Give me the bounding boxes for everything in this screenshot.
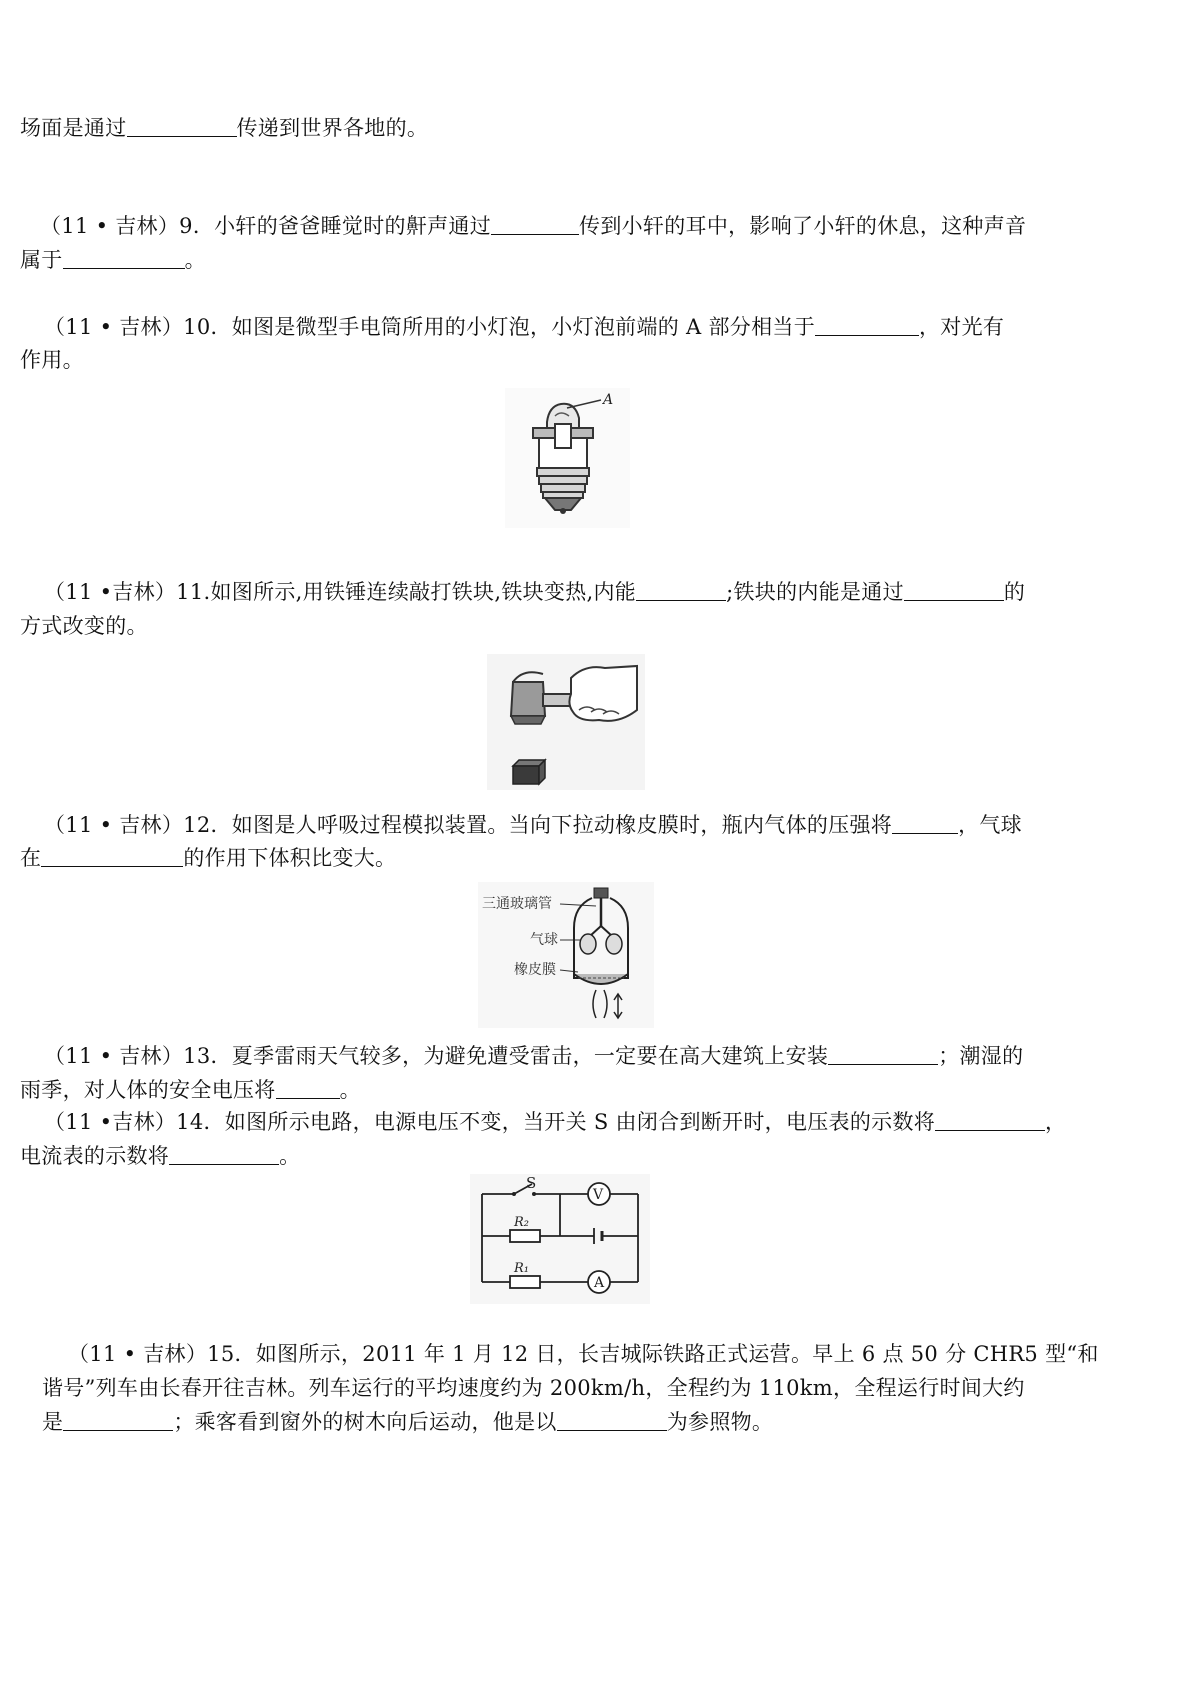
label-r2: R₂ bbox=[514, 1215, 529, 1230]
question-15-line-1 bbox=[68, 1340, 1099, 1368]
q13-text-d: 。 bbox=[339, 1078, 361, 1102]
question-11-line-1 bbox=[44, 578, 1025, 606]
answer-blank[interactable] bbox=[636, 580, 726, 601]
q13-text-b: ；潮湿的 bbox=[938, 1044, 1024, 1068]
q15-text-a: （11 • 吉林）15．如图所示，2011 年 1 月 12 日，长吉城际铁路正式运营。早上 6 点 50 分 CHR5 型“和 bbox=[68, 1342, 1099, 1366]
q12-text-b: ，气球 bbox=[958, 813, 1022, 837]
q12-text-a: （11 • 吉林）12．如图是人呼吸过程模拟装置。当向下拉动橡皮膜时，瓶内气体的压强将 bbox=[44, 813, 893, 837]
answer-blank[interactable] bbox=[63, 1410, 173, 1431]
q9-text-c: 属于 bbox=[20, 248, 63, 272]
q15-text-b: 谐号”列车由长春开往吉林。列车运行的平均速度约为 200km/h，全程约为 110km，全程运行时间大约 bbox=[42, 1376, 1025, 1400]
q12-text-d: 的作用下体积比变大。 bbox=[183, 846, 397, 870]
answer-blank[interactable] bbox=[127, 116, 237, 137]
respiration-model-figure bbox=[478, 882, 654, 1028]
q9-text-a: （11 • 吉林）9．小轩的爸爸睡觉时的鼾声通过 bbox=[40, 214, 492, 238]
question-10-line-1 bbox=[44, 313, 1004, 341]
q14-text-d: 。 bbox=[279, 1144, 301, 1168]
q10-text-c: 作用。 bbox=[20, 348, 84, 372]
label-voltmeter: V bbox=[593, 1187, 604, 1203]
q11-text-c: 的 bbox=[1003, 580, 1026, 604]
q15-text-e: 为参照物。 bbox=[666, 1410, 774, 1434]
q14-text-b: ， bbox=[1045, 1110, 1067, 1134]
answer-blank[interactable] bbox=[892, 813, 958, 834]
question-10-line-2 bbox=[20, 346, 84, 374]
question-9-line-1 bbox=[40, 212, 1026, 240]
answer-blank[interactable] bbox=[169, 1144, 279, 1165]
answer-blank[interactable] bbox=[491, 214, 579, 235]
hammer-figure bbox=[487, 654, 645, 790]
question-13-line-2 bbox=[20, 1076, 361, 1104]
question-15-line-2 bbox=[42, 1374, 1025, 1402]
question-8-line-1 bbox=[20, 114, 428, 142]
q11-text-d: 方式改变的。 bbox=[20, 614, 148, 638]
label-ammeter: A bbox=[594, 1275, 605, 1291]
label-balloon: 气球 bbox=[530, 932, 558, 948]
label-membrane: 橡皮膜 bbox=[514, 962, 556, 978]
answer-blank[interactable] bbox=[815, 315, 919, 336]
q10-text-b: ，对光有 bbox=[919, 315, 1005, 339]
label-glass-tube: 三通玻璃管 bbox=[482, 896, 552, 912]
q9-text-d: 。 bbox=[184, 248, 206, 272]
question-12-line-2 bbox=[20, 844, 396, 872]
answer-blank[interactable] bbox=[41, 846, 183, 867]
label-switch-s: S bbox=[526, 1174, 537, 1192]
q11-text-b: ;铁块的内能是通过 bbox=[726, 580, 904, 604]
answer-blank[interactable] bbox=[904, 580, 1004, 601]
q13-text-c: 雨季，对人体的安全电压将 bbox=[20, 1078, 276, 1102]
bulb-figure bbox=[505, 388, 630, 528]
q15-text-c: 是 bbox=[42, 1410, 64, 1434]
question-14-line-1 bbox=[44, 1108, 1066, 1136]
label-a: A bbox=[603, 392, 614, 408]
answer-blank[interactable] bbox=[63, 248, 185, 269]
q8-text-b: 传递到世界各地的。 bbox=[236, 116, 429, 140]
answer-blank[interactable] bbox=[557, 1410, 667, 1431]
answer-blank[interactable] bbox=[935, 1110, 1045, 1131]
q14-text-a: （11 •吉林）14．如图所示电路，电源电压不变，当开关 S 由闭合到断开时，电压表的示数将 bbox=[44, 1110, 936, 1134]
question-11-line-2 bbox=[20, 612, 148, 640]
question-15-line-3 bbox=[42, 1408, 773, 1436]
circuit-figure bbox=[470, 1174, 650, 1304]
answer-blank[interactable] bbox=[828, 1044, 938, 1065]
q14-text-c: 电流表的示数将 bbox=[20, 1144, 170, 1168]
label-r1: R₁ bbox=[514, 1261, 529, 1276]
q10-text-a: （11 • 吉林）10．如图是微型手电筒所用的小灯泡，小灯泡前端的 A 部分相当于 bbox=[44, 315, 815, 339]
q8-text-a: 场面是通过 bbox=[20, 116, 127, 140]
question-12-line-1 bbox=[44, 811, 1022, 839]
question-9-line-2 bbox=[20, 246, 206, 274]
q12-text-c: 在 bbox=[20, 846, 42, 870]
q15-text-d: ；乘客看到窗外的树木向后运动，他是以 bbox=[173, 1410, 557, 1434]
question-13-line-1 bbox=[44, 1042, 1023, 1070]
q11-text-a: （11 •吉林）11.如图所示,用铁锤连续敲打铁块,铁块变热,内能 bbox=[44, 580, 637, 604]
q13-text-a: （11 • 吉林）13．夏季雷雨天气较多，为避免遭受雷击，一定要在高大建筑上安装 bbox=[44, 1044, 829, 1068]
question-14-line-2 bbox=[20, 1142, 300, 1170]
answer-blank[interactable] bbox=[276, 1078, 340, 1099]
q9-text-b: 传到小轩的耳中，影响了小轩的休息，这种声音 bbox=[579, 214, 1027, 238]
